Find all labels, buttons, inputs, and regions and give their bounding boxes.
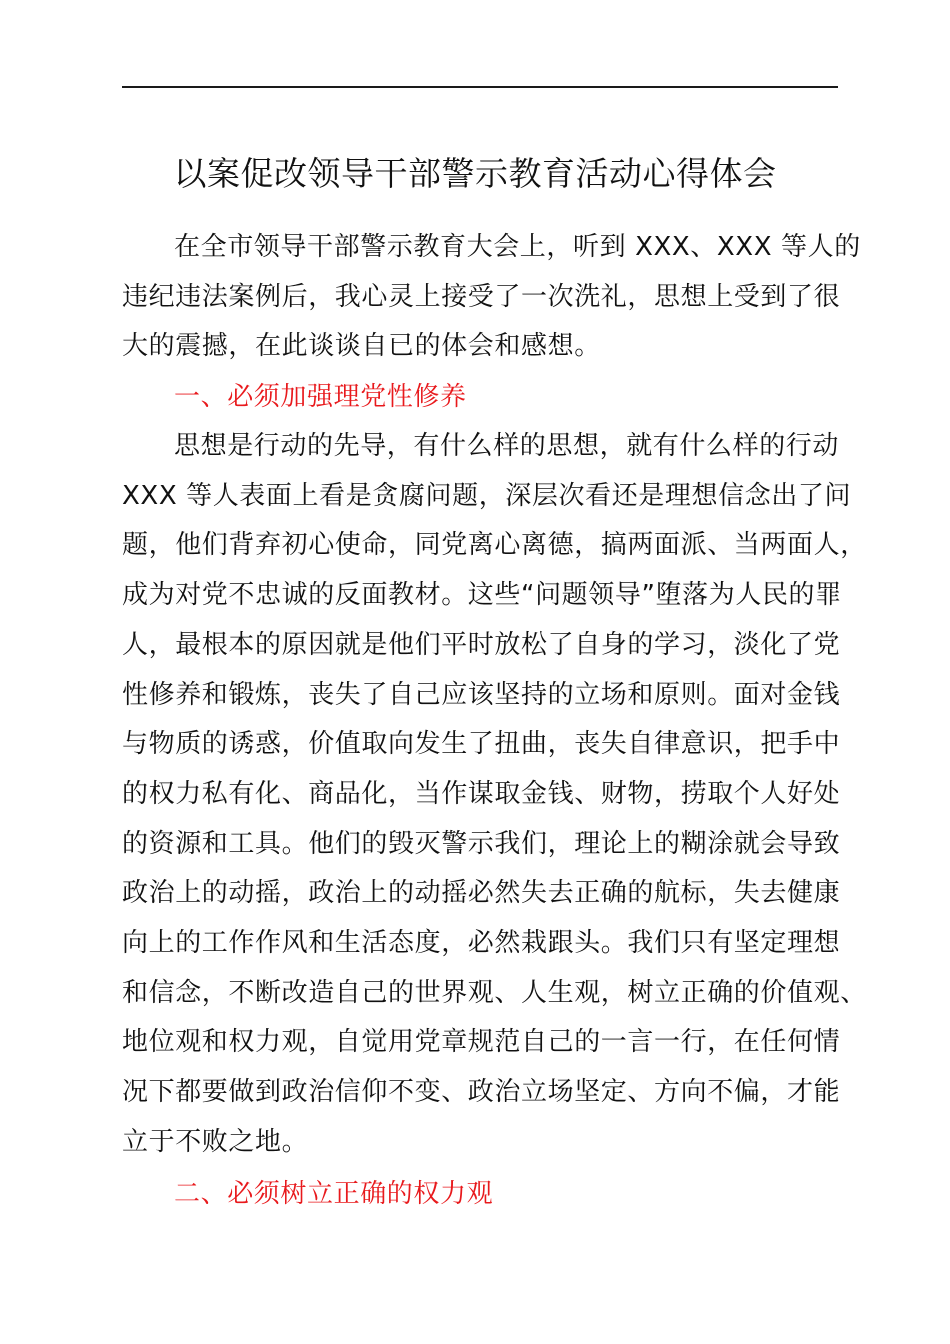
header-rule — [122, 86, 838, 88]
paragraph-line: 人，最根本的原因就是他们平时放松了自身的学习，淡化了党 — [122, 629, 841, 660]
paragraph-line: 性修养和锻炼，丧失了自己应该坚持的立场和原则。面对金钱 — [122, 679, 841, 710]
intro-line: 在全市领导干部警示教育大会上，听到 XXX、XXX 等人的 — [174, 232, 861, 262]
paragraph-line: 成为对党不忠诚的反面教材。这些“问题领导”堕落为人民的罪 — [122, 580, 842, 611]
section-1-paragraph — [122, 422, 867, 1168]
paragraph-line: 题，他们背弃初心使命，同党离心离德，搞两面派、当两面人， — [122, 530, 867, 561]
paragraph-line: 地位观和权力观，自觉用党章规范自己的一言一行，在任何情 — [122, 1027, 841, 1058]
paragraph-line: 况下都要做到政治信仰不变、政治立场坚定、方向不偏，才能 — [122, 1077, 841, 1108]
paragraph-line: 立于不败之地。 — [122, 1126, 309, 1157]
intro-line: 违纪违法案例后，我心灵上接受了一次洗礼，思想上受到了很 — [122, 281, 841, 312]
section-1-heading: 一、必须加强理党性修养 — [174, 382, 467, 412]
paragraph-line: 的权力私有化、商品化，当作谋取金钱、财物，捞取个人好处 — [122, 778, 841, 809]
paragraph-line: 和信念，不断改造自己的世界观、人生观，树立正确的价值观、 — [122, 977, 867, 1008]
document-title: 以案促改领导干部警示教育活动心得体会 — [173, 154, 777, 193]
paragraph-line: 向上的工作作风和生活态度，必然栽跟头。我们只有坚定理想 — [122, 928, 841, 959]
intro-line: 大的震撼，在此谈谈自已的体会和感想。 — [122, 331, 601, 362]
paragraph-line: XXX 等人表面上看是贪腐问题，深层次看还是理想信念出了问 — [122, 480, 852, 511]
paragraph-line: 思想是行动的先导，有什么样的思想，就有什么样的行动 — [174, 431, 840, 461]
intro-paragraph — [122, 223, 861, 372]
section-2-heading: 二、必须树立正确的权力观 — [174, 1179, 494, 1209]
paragraph-line: 与物质的诱惑，价值取向发生了扭曲，丧失自律意识，把手中 — [122, 729, 841, 760]
paragraph-line: 政治上的动摇，政治上的动摇必然失去正确的航标，失去健康 — [122, 878, 841, 909]
paragraph-line: 的资源和工具。他们的毁灭警示我们，理论上的糊涂就会导致 — [122, 828, 841, 859]
